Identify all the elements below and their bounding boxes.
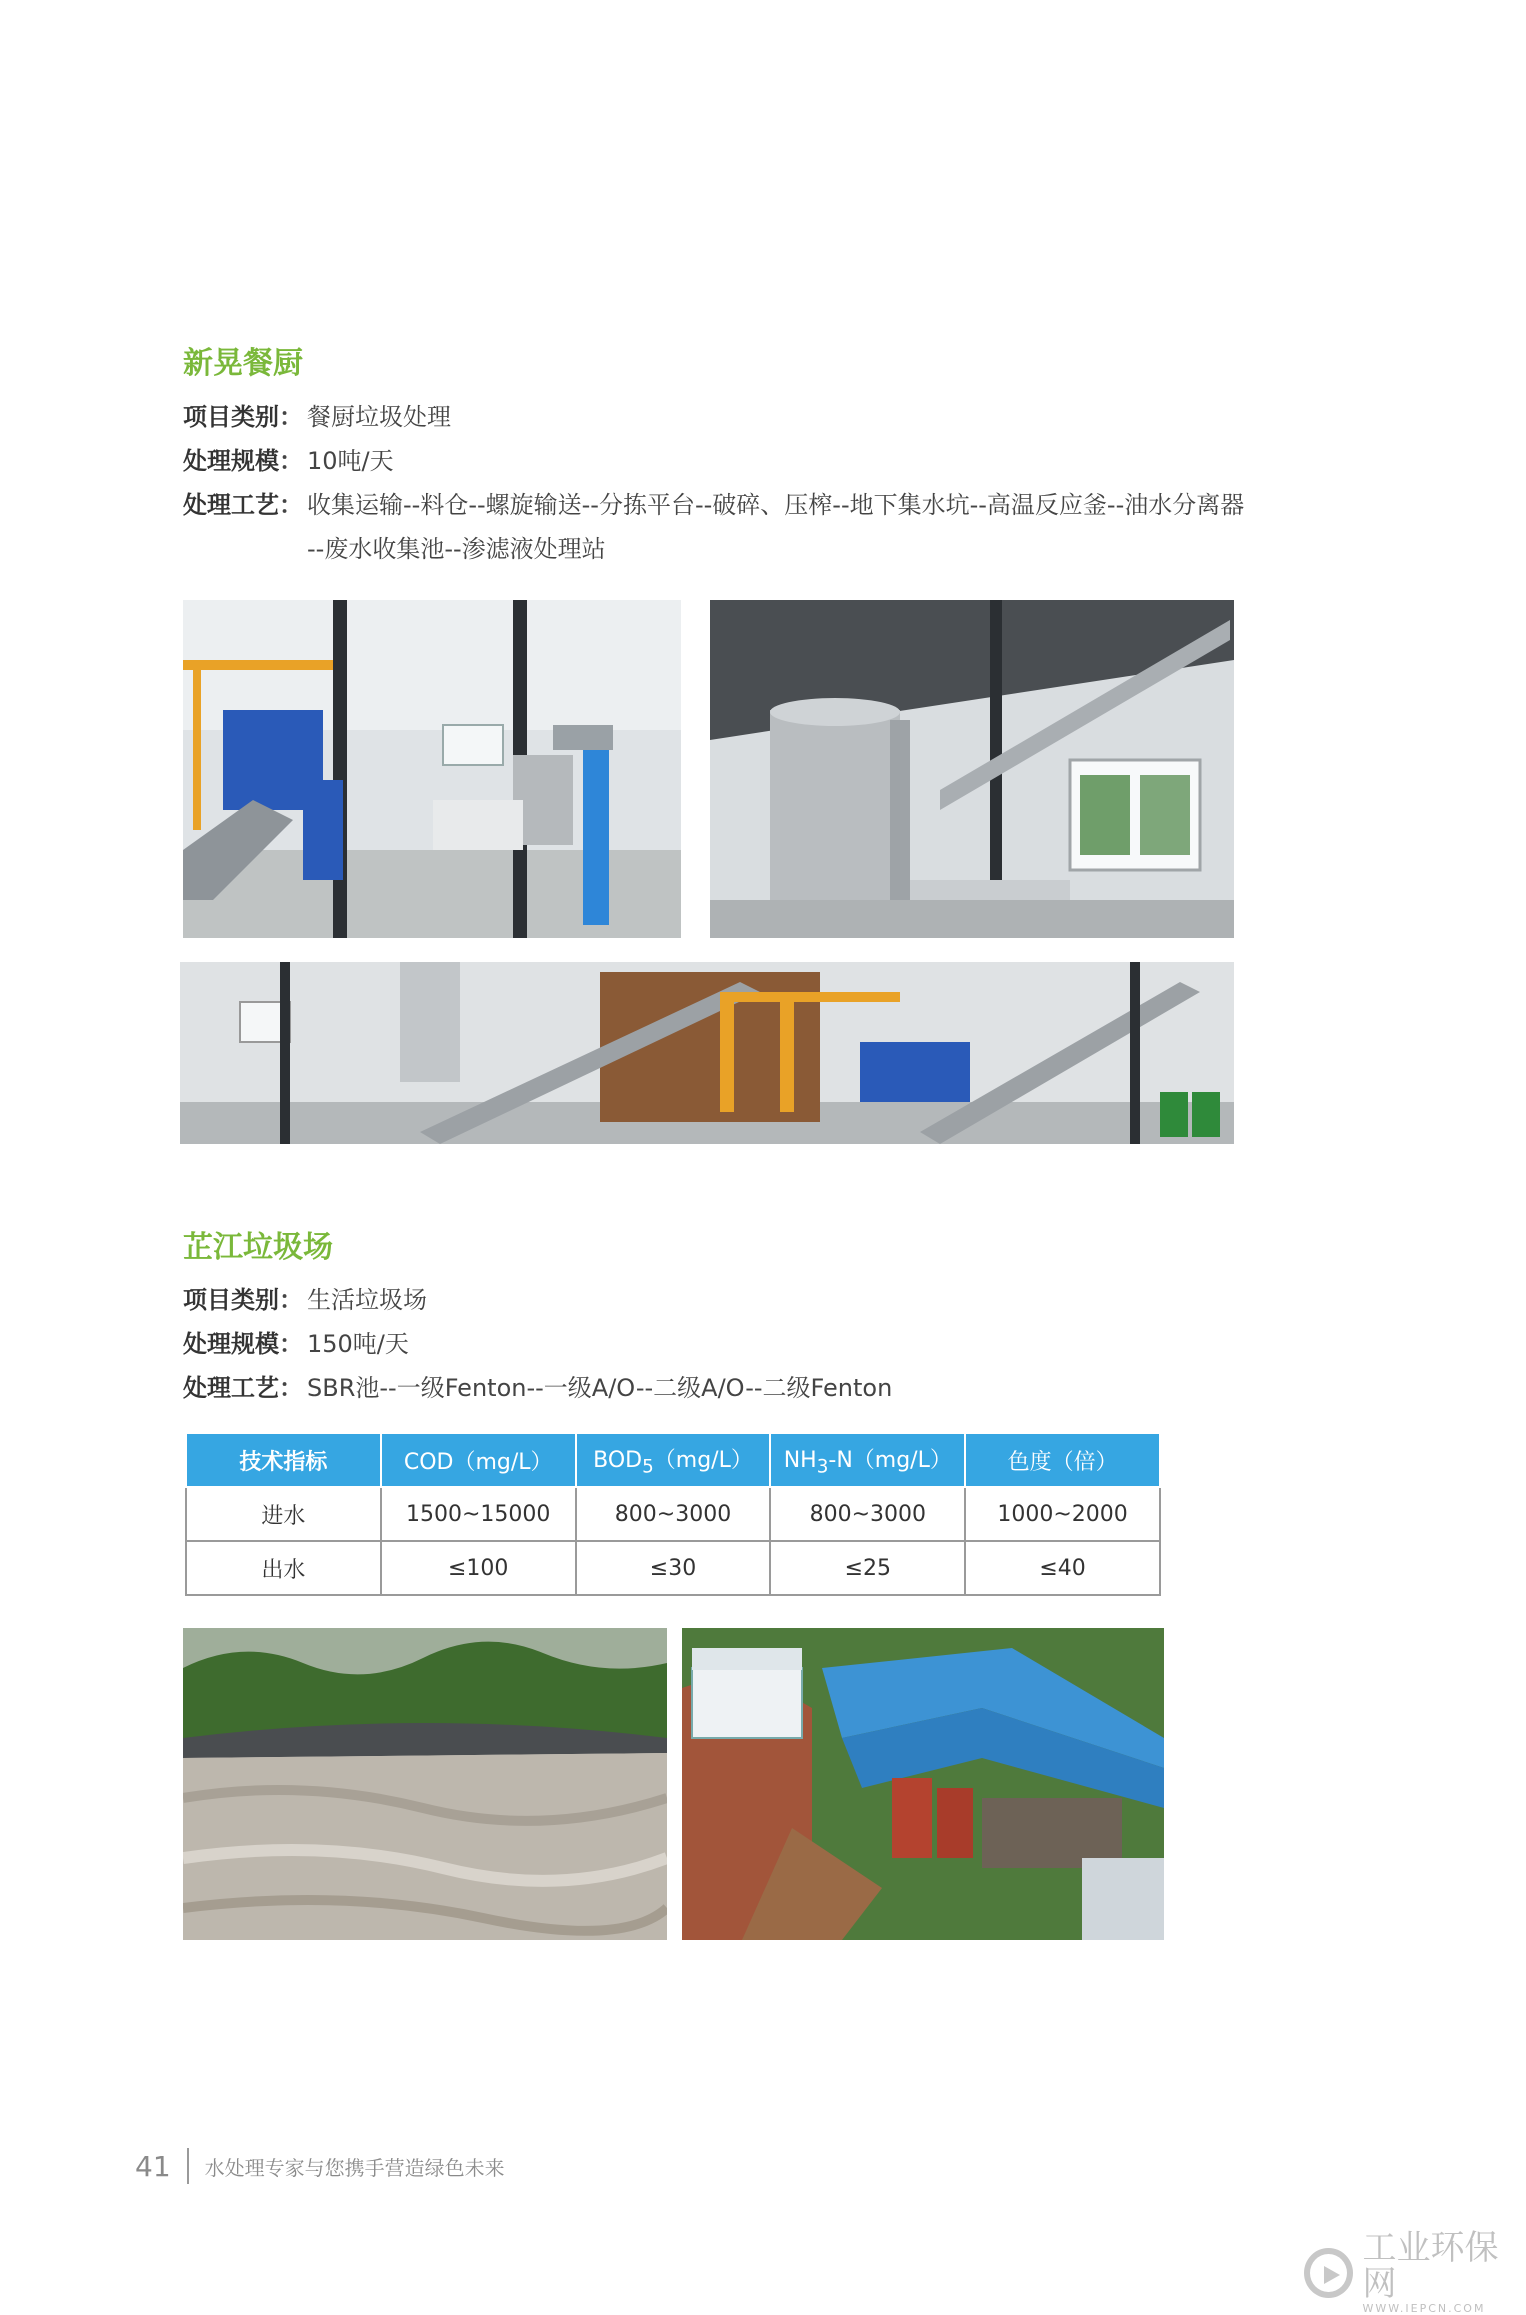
table-cell: ≤30 xyxy=(576,1541,771,1595)
header-text: -N（mg/L） xyxy=(828,1447,952,1473)
info-label: 处理规模 xyxy=(183,447,279,475)
header-subscript: 3 xyxy=(816,1456,829,1478)
table-header-row xyxy=(186,1433,1160,1487)
info-value: 150吨/天 xyxy=(307,1330,409,1358)
colon: ： xyxy=(279,491,303,519)
colon: ： xyxy=(279,1330,303,1358)
info-row-process xyxy=(183,1366,892,1410)
table-header-cell: 色度（倍） xyxy=(965,1433,1160,1487)
info-row-scale xyxy=(183,439,1244,483)
info-row-category xyxy=(183,395,1244,439)
footer-divider xyxy=(187,2148,189,2184)
info-label: 项目类别 xyxy=(183,1286,279,1314)
info-value: 收集运输--料仓--螺旋输送--分拣平台--破碎、压榨--地下集水坑--高温反应釜--油水分离器 xyxy=(307,491,1245,519)
header-text: NH xyxy=(783,1447,817,1473)
footer-slogan: 水处理专家与您携手营造绿色未来 xyxy=(204,2155,505,2180)
info-label: 处理规模 xyxy=(183,1330,279,1358)
watermark-en: WWW.IEPCN.COM xyxy=(1362,2302,1486,2315)
table-cell: ≤40 xyxy=(965,1541,1160,1595)
table-cell: ≤25 xyxy=(770,1541,965,1595)
table-cell: 800~3000 xyxy=(576,1487,771,1541)
colon: ： xyxy=(279,447,303,475)
info-value: 餐厨垃圾处理 xyxy=(307,403,451,431)
table-row xyxy=(186,1487,1160,1541)
info-row-scale xyxy=(183,1322,892,1366)
info-label: 处理工艺 xyxy=(183,1374,279,1402)
table-cell: 1000~2000 xyxy=(965,1487,1160,1541)
play-logo-icon xyxy=(1304,2248,1353,2298)
project-info-zhijiang xyxy=(183,1278,892,1410)
info-value: SBR池--一级Fenton--一级A/O--二级A/O--二级Fenton xyxy=(307,1374,893,1402)
info-value: 生活垃圾场 xyxy=(307,1286,427,1314)
photo-landfill-site xyxy=(183,1628,667,1940)
table-cell: 800~3000 xyxy=(770,1487,965,1541)
info-value: --废水收集池--渗滤液处理站 xyxy=(307,535,606,563)
table-cell: 进水 xyxy=(186,1487,381,1541)
table-cell: ≤100 xyxy=(381,1541,576,1595)
header-text: （mg/L） xyxy=(653,1447,753,1473)
info-value: 10吨/天 xyxy=(307,447,394,475)
info-row-category xyxy=(183,1278,892,1322)
header-subscript: 5 xyxy=(642,1456,654,1478)
table-cell: 出水 xyxy=(186,1541,381,1595)
table-row xyxy=(186,1541,1160,1595)
technical-indicators-table xyxy=(185,1432,1161,1596)
watermark-cn: 工业环保网 xyxy=(1362,2228,1499,2304)
header-text: BOD xyxy=(593,1447,643,1473)
table-header-cell: 技术指标 xyxy=(186,1433,381,1487)
table-header-cell xyxy=(576,1433,771,1487)
table-header-cell: COD（mg/L） xyxy=(381,1433,576,1487)
photo-kitchen-waste-sorting-equipment xyxy=(183,600,681,938)
section-title-zhijiang: 芷江垃圾场 xyxy=(183,1230,333,1265)
colon: ： xyxy=(279,1374,303,1402)
table-cell: 1500~15000 xyxy=(381,1487,576,1541)
table-header-cell xyxy=(770,1433,965,1487)
info-row-process xyxy=(183,483,1244,527)
page-footer xyxy=(135,2148,505,2184)
page-number: 41 xyxy=(135,2149,171,2183)
photo-high-temp-reactor-room xyxy=(710,600,1234,938)
section-title-xinhuang: 新晃餐厨 xyxy=(183,346,303,381)
info-row-process-continued xyxy=(183,527,1244,571)
project-info-xinhuang xyxy=(183,395,1244,571)
info-label: 项目类别 xyxy=(183,403,279,431)
info-label: 处理工艺 xyxy=(183,491,279,519)
photo-screw-conveyor-line xyxy=(180,962,1234,1144)
watermark xyxy=(1304,2230,1526,2315)
colon: ： xyxy=(279,1286,303,1314)
colon: ： xyxy=(279,403,303,431)
photo-leachate-treatment-station xyxy=(682,1628,1164,1940)
